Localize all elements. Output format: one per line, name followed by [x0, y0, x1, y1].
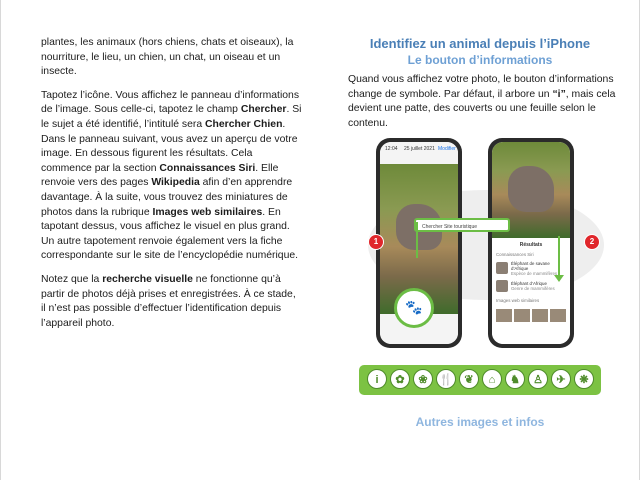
intro-bold-i: “i” [552, 88, 566, 100]
p2-text-e: . Elle renvoie vers des pages [41, 162, 279, 189]
dog-icon: ♞ [505, 369, 525, 389]
p2-bold-chercher: Chercher [240, 104, 287, 116]
p3-text-c: ne fonctionne qu’à partir de photos déjà prises et enregistrées. À ce stade, il n’est pas possible d’effectuer l’identification depuis l’appareil photo. [41, 273, 296, 329]
info-icon: i [367, 369, 387, 389]
results-title: Résultats [519, 242, 543, 248]
cat-icon: ♙ [528, 369, 548, 389]
info-icon-variants-bar [359, 365, 601, 395]
paw-icon: ❀ [413, 369, 433, 389]
similar-image[interactable] [514, 309, 530, 322]
intro-text-a: Quand vous affichez votre photo, le bouton d’informations change de symbole. Par défaut, il arbore un [348, 74, 614, 100]
p2-text-c: . Si le sujet a été identifié, l’intitulé sera [41, 104, 302, 130]
similar-images-label: Images web similaires [496, 298, 540, 303]
intro-paragraph [348, 73, 616, 131]
p2-bold-connaissances-siri: Connaissances Siri [159, 162, 256, 174]
step-badge-2: 2 [584, 234, 600, 250]
paragraph-1-text: plantes, les animaux (hors chiens, chats et oiseaux), la nourriture, le lieu, un chien, un chat, un oiseau et un insecte. [41, 37, 294, 78]
page-left-edge [0, 0, 1, 480]
similar-image[interactable] [532, 309, 548, 322]
more-images-link[interactable]: Autres images et infos [415, 415, 545, 429]
similar-image[interactable] [496, 309, 512, 322]
connector-line [416, 222, 418, 258]
leaf-icon: ❦ [459, 369, 479, 389]
result-thumbnail [496, 280, 508, 292]
result-subtitle: Genre de mammifères [511, 286, 555, 291]
intro-text-c: , mais cela devient une patte, des couverts ou une feuille selon le contenu. [348, 88, 616, 129]
result-text [511, 281, 555, 291]
phone1-time: 12:04 [385, 146, 398, 152]
left-text-column [41, 36, 303, 340]
phone1-edit-button[interactable]: Modifier [438, 146, 456, 152]
p2-bold-wikipedia: Wikipedia [151, 177, 200, 189]
iphone-illustration [358, 138, 604, 350]
phone1-status-bar [380, 142, 458, 164]
section-title: Identifiez un animal depuis l’iPhone [369, 36, 591, 51]
paragraph-2 [41, 89, 303, 264]
p2-bold-chercher-chien: Chercher Chien [205, 118, 283, 130]
similar-image[interactable] [550, 309, 566, 322]
step-badge-1: 1 [368, 234, 384, 250]
phone1-date: 25 juillet 2021 [404, 146, 435, 152]
p2-text-d: . Dans le panneau suivant, vous avez un aperçu de votre image. En dessous figurent les résultats. Cela commence par la section [41, 118, 298, 174]
p3-text-a: Notez que la [41, 273, 103, 285]
fork-knife-icon: 🍴 [436, 369, 456, 389]
down-arrow [558, 236, 560, 276]
siri-section-label: Connaissances Siri [496, 252, 534, 257]
result-row[interactable] [496, 261, 566, 275]
right-column [340, 0, 620, 480]
p2-text-f: afin d’en apprendre davantage. À la suite, vous trouvez des miniatures de photos dans la rubrique [41, 177, 293, 218]
elephant-shape-preview [508, 166, 554, 212]
paw-info-button[interactable]: 🐾 [394, 288, 434, 328]
section-subtitle: Le bouton d’informations [407, 53, 553, 67]
result-thumbnail [496, 262, 508, 274]
p2-text-g: . En tapotant dessus, vous affichez le visuel en plus grand. Un autre tapotement renvoie également vers la fiche correspondante sur le site de l’encyclopédie numérique. [41, 206, 299, 262]
p2-bold-images-web-similaires: Images web similaires [152, 206, 263, 218]
similar-images-grid [496, 309, 566, 322]
paw-icon: ✿ [390, 369, 410, 389]
bird-icon: ✈ [551, 369, 571, 389]
result-title: Éléphant d’Afrique [511, 281, 547, 286]
result-title: Éléphant de savane d’Afrique [511, 260, 550, 271]
result-subtitle: Espèce de mammifères [511, 270, 558, 276]
search-callout[interactable]: Chercher Site touristique [414, 218, 510, 232]
landmark-icon: ⌂ [482, 369, 502, 389]
p2-text-a: Tapotez l’icône. Vous affichez le panneau d’informations de l’image. Sous celle-ci, tapotez le champ [41, 89, 300, 116]
insect-icon: ❋ [574, 369, 594, 389]
paragraph-1 [41, 36, 303, 80]
p3-bold-recherche-visuelle: recherche visuelle [102, 273, 193, 285]
paragraph-3 [41, 273, 303, 331]
iphone-results-view [488, 138, 574, 348]
